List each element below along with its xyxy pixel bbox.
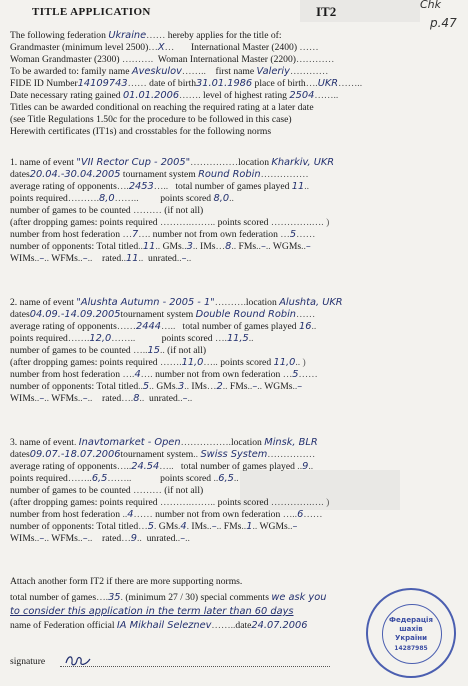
event-dropping-line: (after dropping games: points required ……….…….. points scored ………….…. ) [10,217,330,228]
event-dates-line: dates04.09.-14.09.2005tournament system Double Round Robin…… [10,309,316,320]
note-line-1: Titles can be awarded conditional on reaching the required rating at a later date [10,102,314,113]
event-federation-line: number from host federation ….4…. number not from own federation …5…… [10,369,318,380]
rating-line: Date necessary rating gained 01.01.2006……. level of highest rating 2504…….. [10,90,339,101]
title-options-row-2: Woman Grandmaster (2300) ………. Woman International Master (2200)………… [10,54,335,65]
event-women-line: WIMs..–.. WFMs..–.. rated..11.. unrated..–.. [10,253,192,264]
first-name-value: Valeriy [256,66,290,77]
rating-date-value: 01.01.2006 [122,90,180,101]
federation-line: The following federation Ukraine…… hereby applies for the title of: [10,30,282,41]
note-line-2: (see Title Regulations 1.50c for the procedure to be followed in this case) [10,114,292,125]
event-system-value: Double Round Robin [195,309,297,320]
event-dropping-line: (after dropping games: points required …….11,0….. points scored 11,0.. ) [10,357,306,368]
federation-stamp [366,588,456,678]
event-federation-line: number from host federation …7…. number not from own federation …5…… [10,229,316,240]
event-dates-line: dates09.07.-18.07.2006tournament system.. Swiss System…………… [10,449,316,460]
signature-line [60,666,330,667]
comment-value-1: we ask you [271,592,327,603]
event-opponents-line: number of opponents: Total titled…5. GMs.4. IMs..–.. FMs..1.. WGMs..– [10,521,298,532]
total-games-line: total number of games….35. (minimum 27 / 30) special comments we ask you [10,592,327,603]
federation-value: Ukraine [108,30,147,41]
corner-mark: Chk [420,0,442,11]
fide-id-value: 14109743 [77,78,128,89]
note-line-3: Herewith certificates (IT1s) and crosstables for the following norms [10,126,272,137]
stamp-text: Федерація [389,616,433,624]
event-name-value: Inavtomarket - Open [78,437,181,448]
event-location-value: Minsk, BLR [264,437,318,448]
player-name-line: To be awarded to: family name Aveskulov…….. first name Valeriy………… [10,66,329,77]
official-value: IA Mikhail Seleznev [116,620,212,631]
event-points-line: points required……..6,5…….. points scored ..6,5.. [10,473,239,484]
event-name-line: 1. name of event "VII Rector Cup - 2005"……………location Kharkiv, UKR [10,157,335,168]
gm-check-mark: X [157,42,165,53]
signature-label: signature [10,656,46,667]
event-avg-line: average rating of opponents….2453….. total number of games played 11.. [10,181,310,192]
attach-note: Attach another form IT2 if there are more supporting norms. [10,576,243,587]
family-name-value: Aveskulov [131,66,182,77]
event-dates-value: 20.04.-30.04.2005 [29,169,121,180]
event-opponents-line: number of opponents: Total titled..5.. GMs.3.. IMs…2.. FMs..–.. WGMs..– [10,381,303,392]
event-name-line: 2. name of event "Alushta Autumn - 2005 - 1"……….location Alushta, UKR [10,297,343,308]
page-title: TITLE APPLICATION [32,6,151,18]
event-opponents-line: number of opponents: Total titled..11.. GMs..3.. IMs…8.. FMs..–.. WGMs..– [10,241,311,252]
event-dropping-line: (after dropping games: points required ……….…….. points scored ………….…. ) [10,497,330,508]
event-women-line: WIMs..–.. WFMs..–.. rated….8.. unrated..–.. [10,393,193,404]
event-system-value: Swiss System [200,449,268,460]
official-line: name of Federation official IA Mikhail Seleznev……..date24.07.2006 [10,620,308,631]
comment-line-2 [10,606,294,617]
event-dates-value: 04.09.-14.09.2005 [29,309,121,320]
event-points-line: points required…….12,0…….. points scored ….11,5.. [10,333,254,344]
dob-value: 31.01.1986 [196,78,253,89]
stamp-text: України [394,634,428,642]
event-name-line: 3. name of event. Inavtomarket - Open…………….location Minsk, BLR [10,437,318,448]
page-number-mark: p.47 [430,16,457,30]
form-code: IT2 [316,4,337,19]
event-location-value: Kharkiv, UKR [271,157,335,168]
stamp-text: шахів [399,625,423,633]
event-games-counted-line: number of games to be counted ……… (if not all) [10,205,204,216]
event-name-value: "Alushta Autumn - 2005 - 1" [76,297,215,308]
event-games-counted-line: number of games to be counted ……… (if not all) [10,485,204,496]
event-dates-value: 09.07.-18.07.2006 [29,449,121,460]
event-women-line: WIMs..–.. WFMs..–.. rated…9.. unrated..–.. [10,533,190,544]
event-location-value: Alushta, UKR [279,297,343,308]
fide-line: FIDE ID Number14109743…… date of birth31.01.1986 place of birth….UKR…….. [10,78,363,89]
event-games-counted-line: number of games to be counted …..15.. (if not all) [10,345,207,356]
date-value: 24.07.2006 [251,620,308,631]
event-points-line: points required……….8,0…….. points scored 8,0.. [10,193,234,204]
signature-scribble [64,652,92,668]
comment-value-2: to consider this application in the term later than 60 days [10,606,294,617]
event-federation-line: number from host federation ..4…… number not from own federation …..6…… [10,509,323,520]
highest-rating-value: 2504 [289,90,315,101]
title-options-row-1: Grandmaster (minimum level 2500)…X… International Master (2400) …… [10,42,319,53]
event-avg-line: average rating of opponents…..24.54….. total number of games played ..9.. [10,461,314,472]
stamp-code: 14287985 [394,645,428,652]
pob-value: UKR [317,78,339,89]
event-name-value: "VII Rector Cup - 2005" [76,157,191,168]
event-system-value: Round Robin [198,169,261,180]
event-avg-line: average rating of opponents……2444….. total number of games played 16.. [10,321,317,332]
total-games-value: 35 [108,592,121,603]
event-dates-line: dates20.04.-30.04.2005 tournament system Round Robin…………… [10,169,309,180]
